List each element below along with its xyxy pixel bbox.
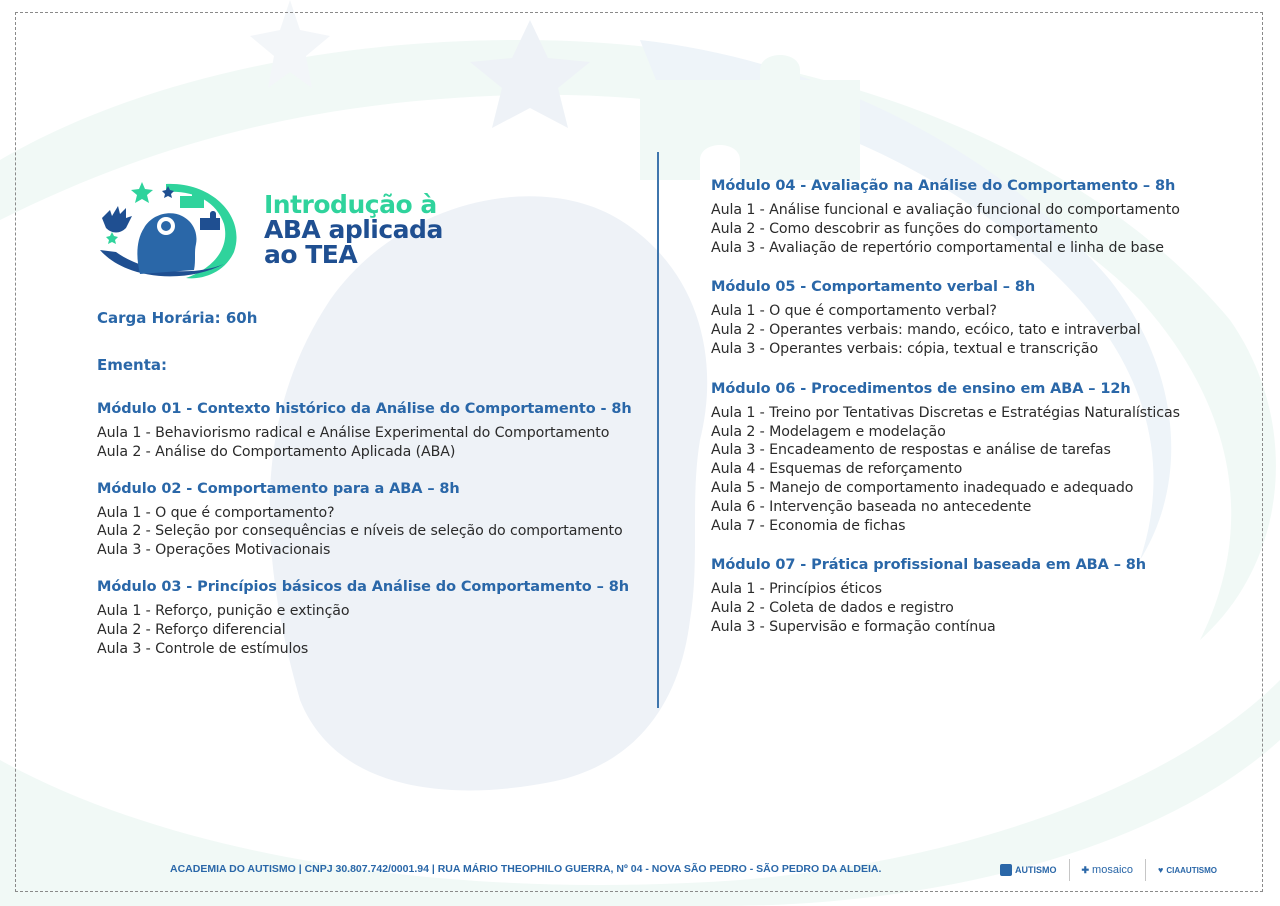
lesson-item: Aula 3 - Supervisão e formação contínua [711, 618, 996, 635]
puzzle-icon [1000, 864, 1012, 876]
module-06 [711, 381, 1231, 536]
workload-label: Carga Horária: 60h [97, 309, 258, 327]
lesson-item: Aula 3 - Controle de estímulos [97, 640, 309, 657]
cia-autismo-logo [1158, 865, 1217, 875]
lesson-item: Aula 3 - Avaliação de repertório comportamental e linha de base [711, 239, 1164, 256]
lesson-item: Aula 3 - Operantes verbais: cópia, textual e transcrição [711, 340, 1099, 357]
module-07 [711, 557, 1231, 636]
lesson-item: Aula 1 - Princípios éticos [711, 581, 882, 598]
brand-name: mosaico [1092, 864, 1134, 876]
lesson-item: Aula 4 - Esquemas de reforçamento [711, 461, 963, 478]
module-04 [711, 178, 1231, 257]
lesson-item: Aula 7 - Economia de fichas [711, 517, 906, 534]
left-column [97, 401, 657, 677]
module-title: Módulo 04 - Avaliação na Análise do Comportamento – 8h [711, 178, 1176, 194]
partner-logos [1000, 858, 1217, 882]
lesson-item: Aula 2 - Reforço diferencial [97, 621, 286, 638]
brand-divider [1069, 859, 1070, 881]
lesson-item: Aula 2 - Análise do Comportamento Aplicada (ABA) [97, 443, 456, 460]
lesson-item: Aula 6 - Intervenção baseada no antecedente [711, 498, 1032, 515]
lesson-item: Aula 2 - Seleção por consequências e níveis de seleção do comportamento [97, 523, 623, 540]
lesson-item: Aula 1 - O que é comportamento verbal? [711, 303, 997, 320]
lesson-item: Aula 1 - O que é comportamento? [97, 504, 335, 521]
course-title-line-2: ABA aplicada [264, 215, 443, 244]
footer-address: ACADEMIA DO AUTISMO | CNPJ 30.807.742/0001.94 | RUA MÁRIO THEOPHILO GUERRA, Nº 04 - NOVA SÃO PEDRO - SÃO PEDRO DA ALDEIA. [170, 863, 882, 875]
right-column [711, 178, 1231, 659]
column-divider [657, 152, 659, 708]
brand-divider [1145, 859, 1146, 881]
brand-name: CIAAUTISMO [1166, 865, 1218, 875]
module-title: Módulo 02 - Comportamento para a ABA – 8h [97, 480, 460, 497]
lesson-item: Aula 2 - Como descobrir as funções do comportamento [711, 220, 1098, 237]
lesson-item: Aula 1 - Behaviorismo radical e Análise Experimental do Comportamento [97, 425, 610, 441]
module-02 [97, 481, 657, 560]
lesson-item: Aula 5 - Manejo de comportamento inadequado e adequado [711, 479, 1134, 496]
module-title: Módulo 03 - Princípios básicos da Análise do Comportamento – 8h [97, 578, 629, 595]
lesson-item: Aula 1 - Análise funcional e avaliação funcional do comportamento [711, 202, 1180, 218]
lesson-item: Aula 2 - Operantes verbais: mando, ecóico, tato e intraverbal [711, 322, 1141, 339]
heart-icon: ♥ [1158, 865, 1164, 875]
lesson-item: Aula 3 - Operações Motivacionais [97, 542, 331, 559]
syllabus-label: Ementa: [97, 356, 168, 374]
lesson-item: Aula 1 - Reforço, punição e extinção [97, 602, 350, 619]
course-title-line-1: Introdução à [264, 190, 437, 219]
cross-icon: ✚ [1081, 864, 1090, 875]
academia-autismo-logo [1000, 864, 1057, 876]
brand-name: AUTISMO [1015, 865, 1057, 875]
module-03 [97, 579, 657, 658]
lesson-item: Aula 2 - Modelagem e modelação [711, 423, 946, 440]
module-05 [711, 279, 1231, 358]
mosaico-logo [1082, 864, 1134, 876]
course-logo-icon [96, 178, 246, 282]
module-title: Módulo 06 - Procedimentos de ensino em ABA – 12h [711, 380, 1131, 397]
module-title: Módulo 01 - Contexto histórico da Análise do Comportamento - 8h [97, 401, 632, 417]
lesson-item: Aula 2 - Coleta de dados e registro [711, 600, 954, 617]
lesson-item: Aula 3 - Encadeamento de respostas e análise de tarefas [711, 442, 1111, 459]
module-title: Módulo 05 - Comportamento verbal – 8h [711, 279, 1036, 296]
module-01 [97, 401, 657, 462]
lesson-item: Aula 1 - Treino por Tentativas Discretas e Estratégias Naturalísticas [711, 404, 1180, 421]
course-title [264, 192, 443, 267]
course-title-line-3: ao TEA [264, 240, 358, 269]
module-title: Módulo 07 - Prática profissional baseada em ABA – 8h [711, 557, 1147, 574]
